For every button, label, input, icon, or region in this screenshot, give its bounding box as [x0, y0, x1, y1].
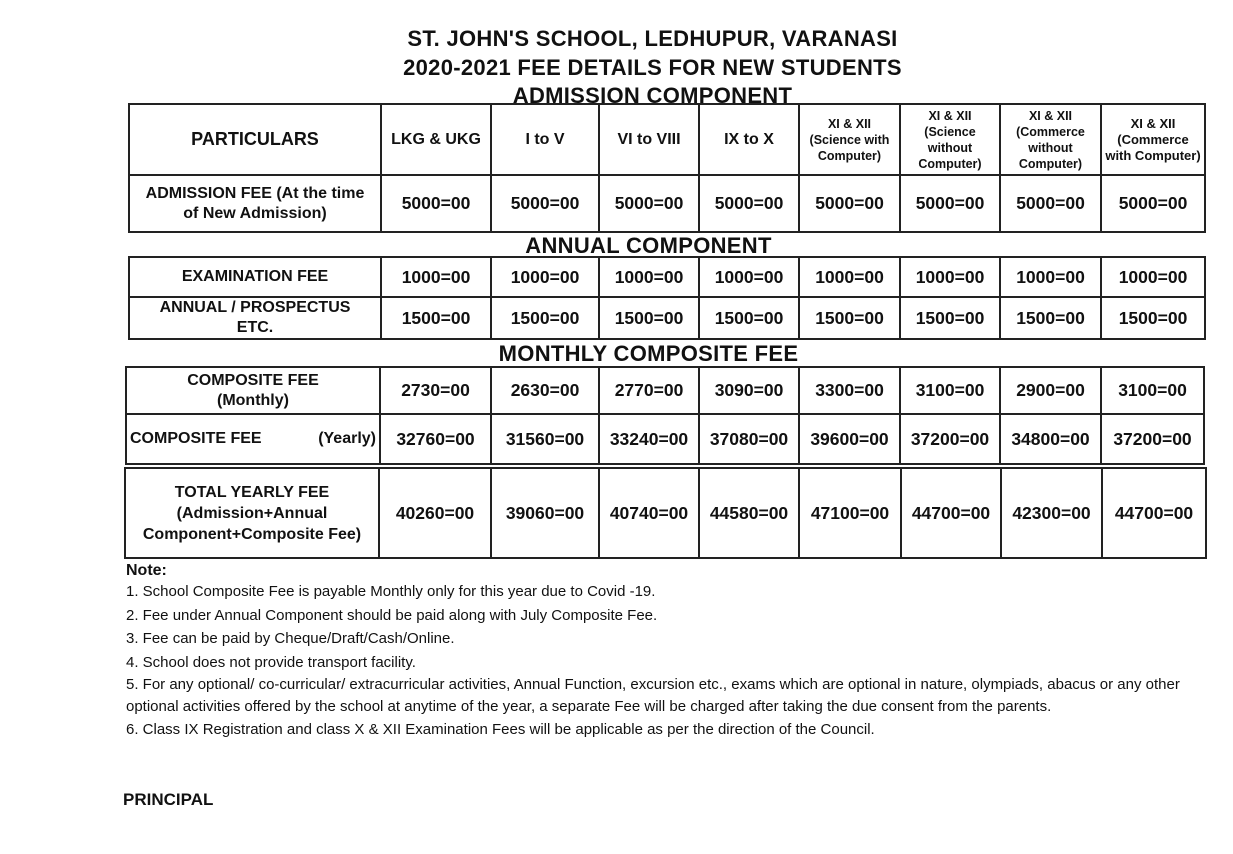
note-item: 3. Fee can be paid by Cheque/Draft/Cash/Online.	[126, 630, 455, 647]
fee-cell: 1500=00	[699, 297, 799, 339]
label-line: COMPOSITE FEE	[187, 371, 319, 389]
annual-table	[128, 256, 1206, 340]
admission-table	[128, 103, 1206, 233]
fee-cell: 5000=00	[1101, 175, 1205, 232]
header-row	[129, 104, 1205, 175]
col-header-xi-xii-science-no-computer	[900, 104, 1000, 175]
document-subtitle: 2020-2021 FEE DETAILS FOR NEW STUDENTS	[403, 55, 902, 80]
label-line: (Admission+Annual	[176, 504, 328, 522]
fee-cell: 39600=00	[799, 414, 900, 464]
label-line: TOTAL YEARLY FEE	[174, 483, 330, 501]
header-line: XI & XII	[827, 116, 872, 131]
row-label-annual-prospectus	[129, 297, 381, 339]
col-header-i-to-v: I to V	[491, 104, 599, 175]
fee-cell: 32760=00	[380, 414, 491, 464]
fee-cell: 2900=00	[1000, 367, 1101, 414]
header-line: Computer)	[918, 156, 982, 171]
fee-cell: 5000=00	[799, 175, 900, 232]
col-header-particulars: PARTICULARS	[129, 104, 381, 175]
header-line: without	[1028, 140, 1073, 155]
section-admission-heading: ADMISSION COMPONENT	[512, 83, 793, 108]
col-header-xi-xii-commerce-computer	[1101, 104, 1205, 175]
school-name: ST. JOHN'S SCHOOL, LEDHUPUR, VARANASI	[407, 26, 898, 51]
fee-cell: 44580=00	[699, 468, 799, 558]
fee-cell: 3090=00	[699, 367, 799, 414]
col-header-xi-xii-science-computer	[799, 104, 900, 175]
fee-cell: 1000=00	[1000, 257, 1101, 297]
fee-cell: 1500=00	[799, 297, 900, 339]
notes-section	[126, 562, 1206, 742]
fee-cell: 33240=00	[599, 414, 699, 464]
fee-cell: 2770=00	[599, 367, 699, 414]
fee-cell: 3100=00	[1101, 367, 1204, 414]
fee-cell: 37200=00	[1101, 414, 1204, 464]
fee-cell: 1000=00	[599, 257, 699, 297]
header-line: (Science	[924, 124, 976, 139]
col-header-xi-xii-commerce-no-computer	[1000, 104, 1101, 175]
fee-cell: 1500=00	[1101, 297, 1205, 339]
section-monthly-heading: MONTHLY COMPOSITE FEE	[498, 341, 799, 366]
fee-cell: 5000=00	[599, 175, 699, 232]
fee-cell: 37200=00	[900, 414, 1000, 464]
section-annual-heading: ANNUAL COMPONENT	[525, 233, 772, 258]
fee-cell: 1500=00	[900, 297, 1000, 339]
principal-signature-label: PRINCIPAL	[123, 790, 214, 809]
total-yearly-table	[124, 467, 1207, 559]
fee-cell: 1000=00	[900, 257, 1000, 297]
header-line: Computer)	[817, 148, 882, 163]
note-item: 1. School Composite Fee is payable Monthly only for this year due to Covid -19.	[126, 583, 656, 600]
annual-prospectus-row	[129, 297, 1205, 339]
fee-cell: 1500=00	[381, 297, 491, 339]
fee-cell: 47100=00	[799, 468, 901, 558]
header-line: with Computer)	[1105, 147, 1201, 163]
fee-cell: 40260=00	[379, 468, 491, 558]
header-line: XI & XII	[1028, 108, 1073, 123]
fee-cell: 1000=00	[699, 257, 799, 297]
fee-cell: 42300=00	[1001, 468, 1102, 558]
label-line: (Monthly)	[217, 391, 289, 409]
fee-cell: 5000=00	[699, 175, 799, 232]
fee-cell: 1500=00	[599, 297, 699, 339]
label-line: Component+Composite Fee)	[142, 525, 362, 543]
composite-monthly-row	[126, 367, 1204, 414]
note-item: 2. Fee under Annual Component should be paid along with July Composite Fee.	[126, 606, 658, 624]
label-right: (Yearly)	[318, 430, 376, 447]
header-line: (Science with	[809, 132, 890, 147]
fee-cell: 44700=00	[1102, 468, 1206, 558]
fee-cell: 2630=00	[491, 367, 599, 414]
fee-cell: 5000=00	[491, 175, 599, 232]
row-label-composite-yearly	[126, 414, 380, 464]
examination-fee-row	[129, 257, 1205, 297]
fee-cell: 1000=00	[1101, 257, 1205, 297]
header-line: (Commerce	[1117, 131, 1189, 147]
notes-heading: Note:	[126, 562, 167, 579]
row-label-total-yearly	[125, 468, 379, 558]
note-item: 4. School does not provide transport facility.	[126, 653, 416, 671]
fee-cell: 5000=00	[381, 175, 491, 232]
label-line: ADMISSION FEE (At the time	[145, 184, 365, 202]
admission-fee-row	[129, 175, 1205, 232]
label-line: of New Admission)	[183, 204, 327, 222]
label-left: COMPOSITE FEE	[130, 430, 262, 447]
fee-cell: 3300=00	[799, 367, 900, 414]
fee-cell: 2730=00	[380, 367, 491, 414]
label-yearly-wrap	[130, 429, 376, 449]
label-line: ANNUAL / PROSPECTUS	[159, 299, 351, 316]
fee-cell: 39060=00	[491, 468, 599, 558]
fee-cell: 5000=00	[1000, 175, 1101, 232]
fee-cell: 1000=00	[799, 257, 900, 297]
fee-cell: 1500=00	[491, 297, 599, 339]
fee-cell: 1000=00	[491, 257, 599, 297]
label-line: ETC.	[236, 319, 274, 336]
header-line: (Commerce	[1016, 124, 1085, 139]
row-label-examination-fee: EXAMINATION FEE	[129, 257, 381, 297]
header-line: XI & XII	[1130, 115, 1176, 131]
fee-cell: 31560=00	[491, 414, 599, 464]
fee-cell: 1000=00	[381, 257, 491, 297]
fee-cell: 34800=00	[1000, 414, 1101, 464]
fee-cell: 40740=00	[599, 468, 699, 558]
note-item: 5. For any optional/ co-curricular/ extracurricular activities, Annual Function, excursion etc., exams which are optional in nature, olympiads, abacus or any other optional activities offered by the school at anytime of the year, a separate Fee will be charged after taking the due consent from the parents.	[126, 676, 1180, 715]
note-item: 6. Class IX Registration and class X & XII Examination Fees will be applicable as per the direction of the Council.	[126, 721, 875, 738]
header-line: without	[927, 140, 973, 155]
fee-cell: 1500=00	[1000, 297, 1101, 339]
composite-yearly-row	[126, 414, 1204, 464]
row-label-admission-fee	[129, 175, 381, 232]
col-header-lkg-ukg: LKG & UKG	[381, 104, 491, 175]
header-line: Computer)	[1018, 156, 1083, 171]
monthly-composite-table	[125, 366, 1205, 465]
col-header-vi-to-viii: VI to VIII	[599, 104, 699, 175]
fee-cell: 44700=00	[901, 468, 1001, 558]
fee-cell: 37080=00	[699, 414, 799, 464]
col-header-ix-to-x: IX to X	[699, 104, 799, 175]
fee-cell: 5000=00	[900, 175, 1000, 232]
fee-cell: 3100=00	[900, 367, 1000, 414]
total-yearly-row	[125, 468, 1206, 558]
header-line: XI & XII	[928, 108, 972, 123]
row-label-composite-monthly	[126, 367, 380, 414]
